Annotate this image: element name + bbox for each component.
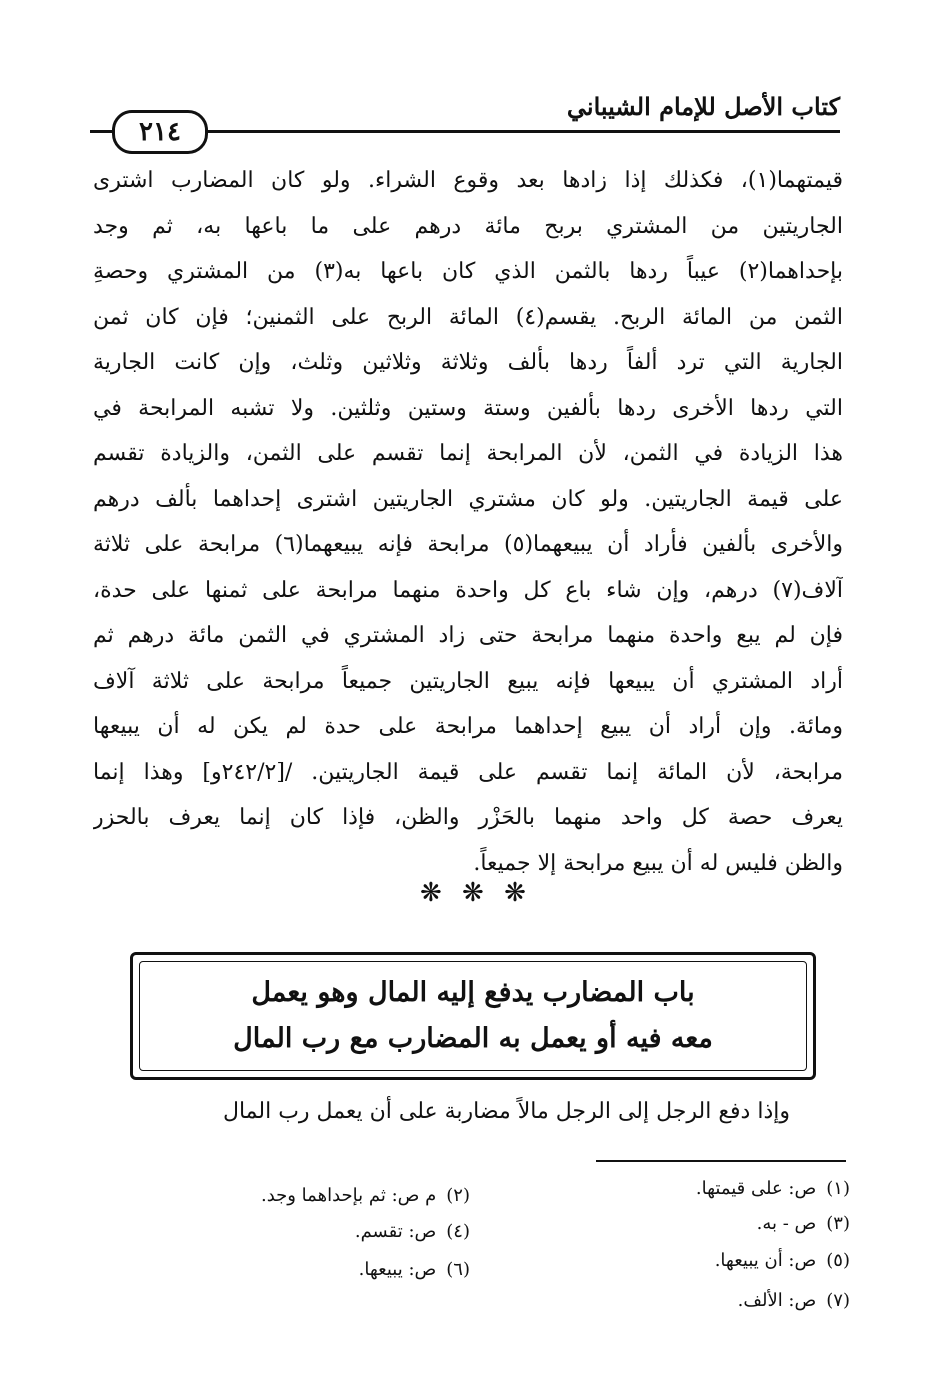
main-text bbox=[93, 158, 843, 886]
footnote-6 bbox=[359, 1259, 470, 1280]
footnote-5 bbox=[715, 1250, 850, 1271]
footnote-3 bbox=[757, 1213, 850, 1234]
text-line: على قيمة الجاريتين. ولو كان مشتري الجاريتين اشترى إحداهما بألف درهم bbox=[93, 486, 843, 512]
footnote-rule bbox=[596, 1160, 846, 1162]
text-line: أراد المشتري أن يبيعها فإنه يبيع الجاريتين جميعاً مرابحة على ثلاثة آلاف bbox=[93, 668, 843, 694]
book-title: كتاب الأصل للإمام الشيباني bbox=[566, 92, 840, 121]
running-header bbox=[90, 92, 840, 152]
footnote-text: ص: على قيمتها. bbox=[695, 1178, 817, 1199]
footnote-text: ص: يبيعها. bbox=[358, 1259, 437, 1280]
text-line: فإن لم يبع واحدة منهما مرابحة حتى زاد المشتري في الثمن مائة درهم ثم bbox=[93, 623, 843, 648]
footnote-text: ص: أن يبيعها. bbox=[714, 1250, 817, 1271]
chapter-title-inner bbox=[139, 961, 807, 1071]
footnote-text: ص - به. bbox=[756, 1213, 817, 1234]
text-line: يعرف حصة كل واحد منهما بالحَزْر والظن، فإذا كان إنما يعرف بالحزر bbox=[93, 805, 843, 830]
text-line: الثمن من المائة الربح. يقسم(٤) المائة الربح على الثمنين؛ فإن كان ثمن bbox=[93, 304, 843, 330]
chapter-title-line-1: باب المضارب يدفع إليه المال وهو يعمل bbox=[251, 977, 695, 1008]
footnote-1 bbox=[696, 1178, 850, 1199]
chapter-first-line: وإذا دفع الرجل إلى الرجل مالاً مضاربة على أن يعمل رب المال bbox=[222, 1099, 790, 1124]
chapter-title-box bbox=[130, 952, 816, 1080]
text-line: ومائة. وإن أراد أن يبيع إحداهما مرابحة على حدة لم يكن له أن يبيعها bbox=[93, 714, 843, 739]
footnote-text: م ص: ثم بإحداهما وجد. bbox=[260, 1185, 437, 1206]
text-line: الجارية التي ترد ألفاً ردها بألف وثلاثة وثلاثين وثلث، وإن كانت الجارية bbox=[93, 350, 843, 375]
footnote-number: (١) bbox=[826, 1178, 850, 1199]
text-line: والأخرى بألفين فأراد أن يبيعهما(٥) مرابحة فإنه يبيعهما(٦) مرابحة على ثلاثة bbox=[93, 532, 843, 557]
text-line: التي ردها الأخرى ردها بألفين وستة وستين وثلثين. ولا تشبه المرابحة في bbox=[93, 395, 843, 421]
text-line: هذا الزيادة في الثمن، لأن المرابحة إنما تقسم على الثمن، والزيادة تقسم bbox=[93, 441, 843, 466]
text-line: آلاف(٧) درهم، وإن شاء باع كل واحدة منهما مرابحة على ثمنها على حدة، bbox=[93, 577, 843, 603]
footnote-number: (٧) bbox=[826, 1290, 850, 1311]
text-line: قيمتهما(١)، فكذلك إذا زادها بعد وقوع الشراء. ولو كان المضارب اشترى bbox=[93, 168, 843, 193]
section-ornament: ❋ ❋ ❋ bbox=[420, 878, 532, 908]
text-line: والظن فليس له أن يبيع مرابحة إلا جميعاً. bbox=[473, 850, 843, 876]
footnote-number: (٤) bbox=[446, 1221, 470, 1242]
text-line: مرابحة، لأن المائة إنما تقسم على قيمة الجاريتين. /[٢٤٢/٢و] وهذا إنما bbox=[93, 759, 843, 785]
footnote-4 bbox=[355, 1221, 470, 1242]
page-number: ٢١٤ bbox=[112, 110, 208, 154]
footnote-text: ص: تقسم. bbox=[354, 1221, 437, 1242]
chapter-title-line-2: معه فيه أو يعمل به المضارب مع رب المال bbox=[233, 1023, 713, 1054]
footnote-text: ص: الألف. bbox=[737, 1290, 817, 1311]
footnote-number: (٢) bbox=[446, 1185, 470, 1206]
footnote-number: (٥) bbox=[826, 1250, 850, 1271]
footnote-2 bbox=[261, 1185, 470, 1206]
footnote-number: (٦) bbox=[446, 1259, 470, 1280]
text-line: بإحداهما(٢) عيباً ردها بالثمن الذي كان باعها به(٣) من المشتري وحصةِ bbox=[93, 259, 843, 284]
footnote-number: (٣) bbox=[826, 1213, 850, 1234]
text-line: الجاريتين من المشتري بربح مائة درهم على ما باعها به، ثم وجد bbox=[93, 213, 843, 239]
footnote-7 bbox=[738, 1290, 850, 1311]
